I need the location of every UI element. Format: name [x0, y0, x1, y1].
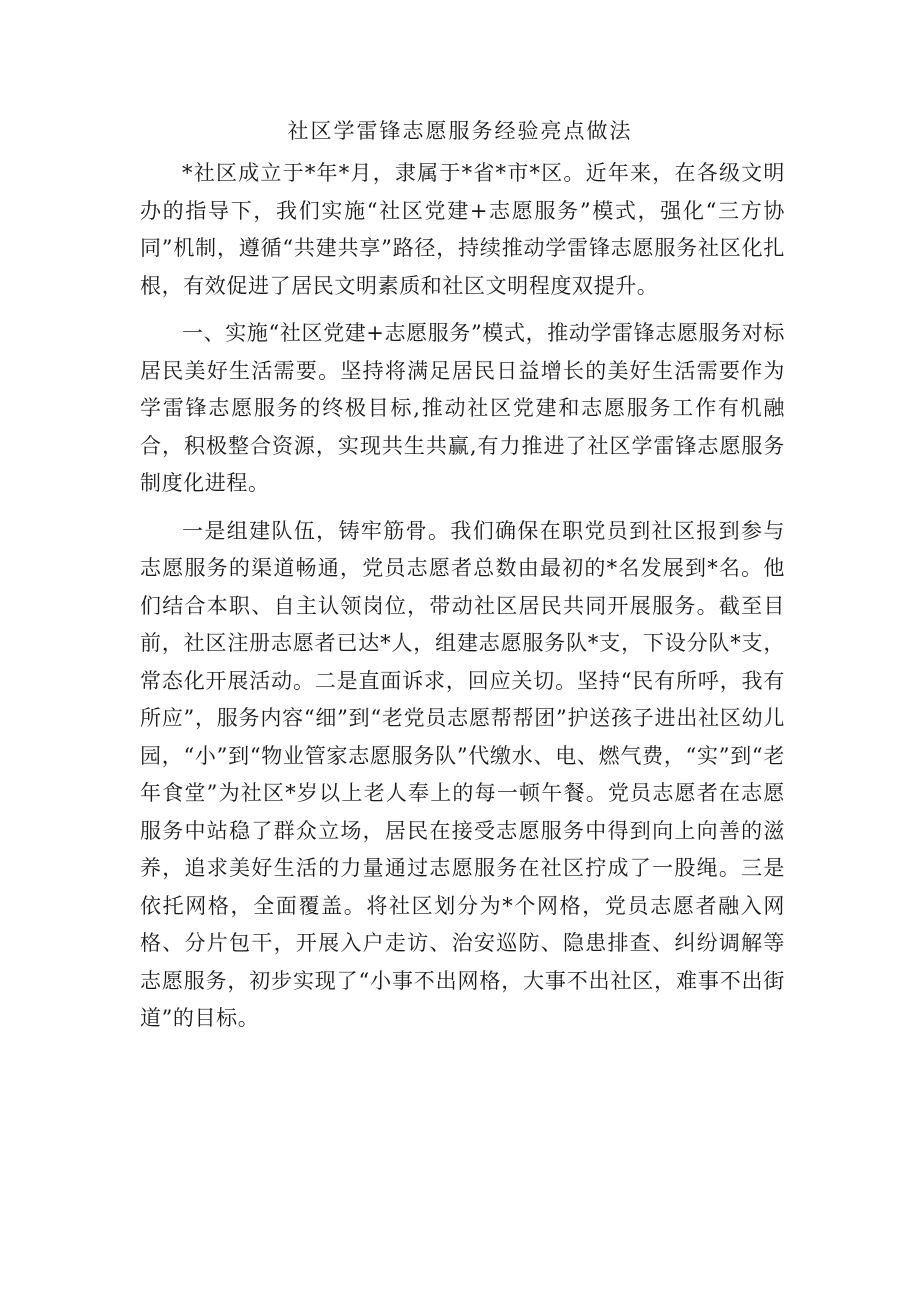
- document-body: [140, 155, 785, 1048]
- paragraph-measures: 一是组建队伍，铸牢筋骨。我们确保在职党员到社区报到参与志愿服务的渠道畅通，党员志愿者总数由最初的*名发展到*名。他们结合本职、自主认领岗位，带动社区居民共同开展服务。截至目前，社区注册志愿者已达*人，组建志愿服务队*支，下设分队*支，常态化开展活动。二是直面诉求，回应关切。坚持“民有所呼，我有所应”，服务内容“细”到“老党员志愿帮帮团”护送孩子进出社区幼儿园，“小”到“物业管家志愿服务队”代缴水、电、燃气费，“实”到“老年食堂”为社区*岁以上老人奉上的每一顿午餐。党员志愿者在志愿服务中站稳了群众立场，居民在接受志愿服务中得到向上向善的滋养，追求美好生活的力量通过志愿服务在社区拧成了一股绳。三是依托网格，全面覆盖。将社区划分为*个网格，党员志愿者融入网格、分片包干，开展入户走访、治安巡防、隐患排查、纠纷调解等志愿服务，初步实现了“小事不出网格，大事不出社区，难事不出街道”的目标。: [140, 518, 785, 1030]
- paragraph-section-one: 一、实施“社区党建+志愿服务”模式，推动学雷锋志愿服务对标居民美好生活需要。坚持将满足居民日益增长的美好生活需要作为学雷锋志愿服务的终极目标,推动社区党建和志愿服务工作有机融合，积极整合资源，实现共生共赢,有力推进了社区学雷锋志愿服务制度化进程。: [140, 321, 785, 495]
- document-title: 社区学雷锋志愿服务经验亮点做法: [287, 119, 633, 143]
- paragraph-intro: *社区成立于*年*月，隶属于*省*市*区。近年来，在各级文明办的指导下，我们实施“社区党建+志愿服务”模式，强化“三方协同”机制，遵循“共建共享”路径，持续推动学雷锋志愿服务社区化扎根，有效促进了居民文明素质和社区文明程度双提升。: [140, 161, 785, 298]
